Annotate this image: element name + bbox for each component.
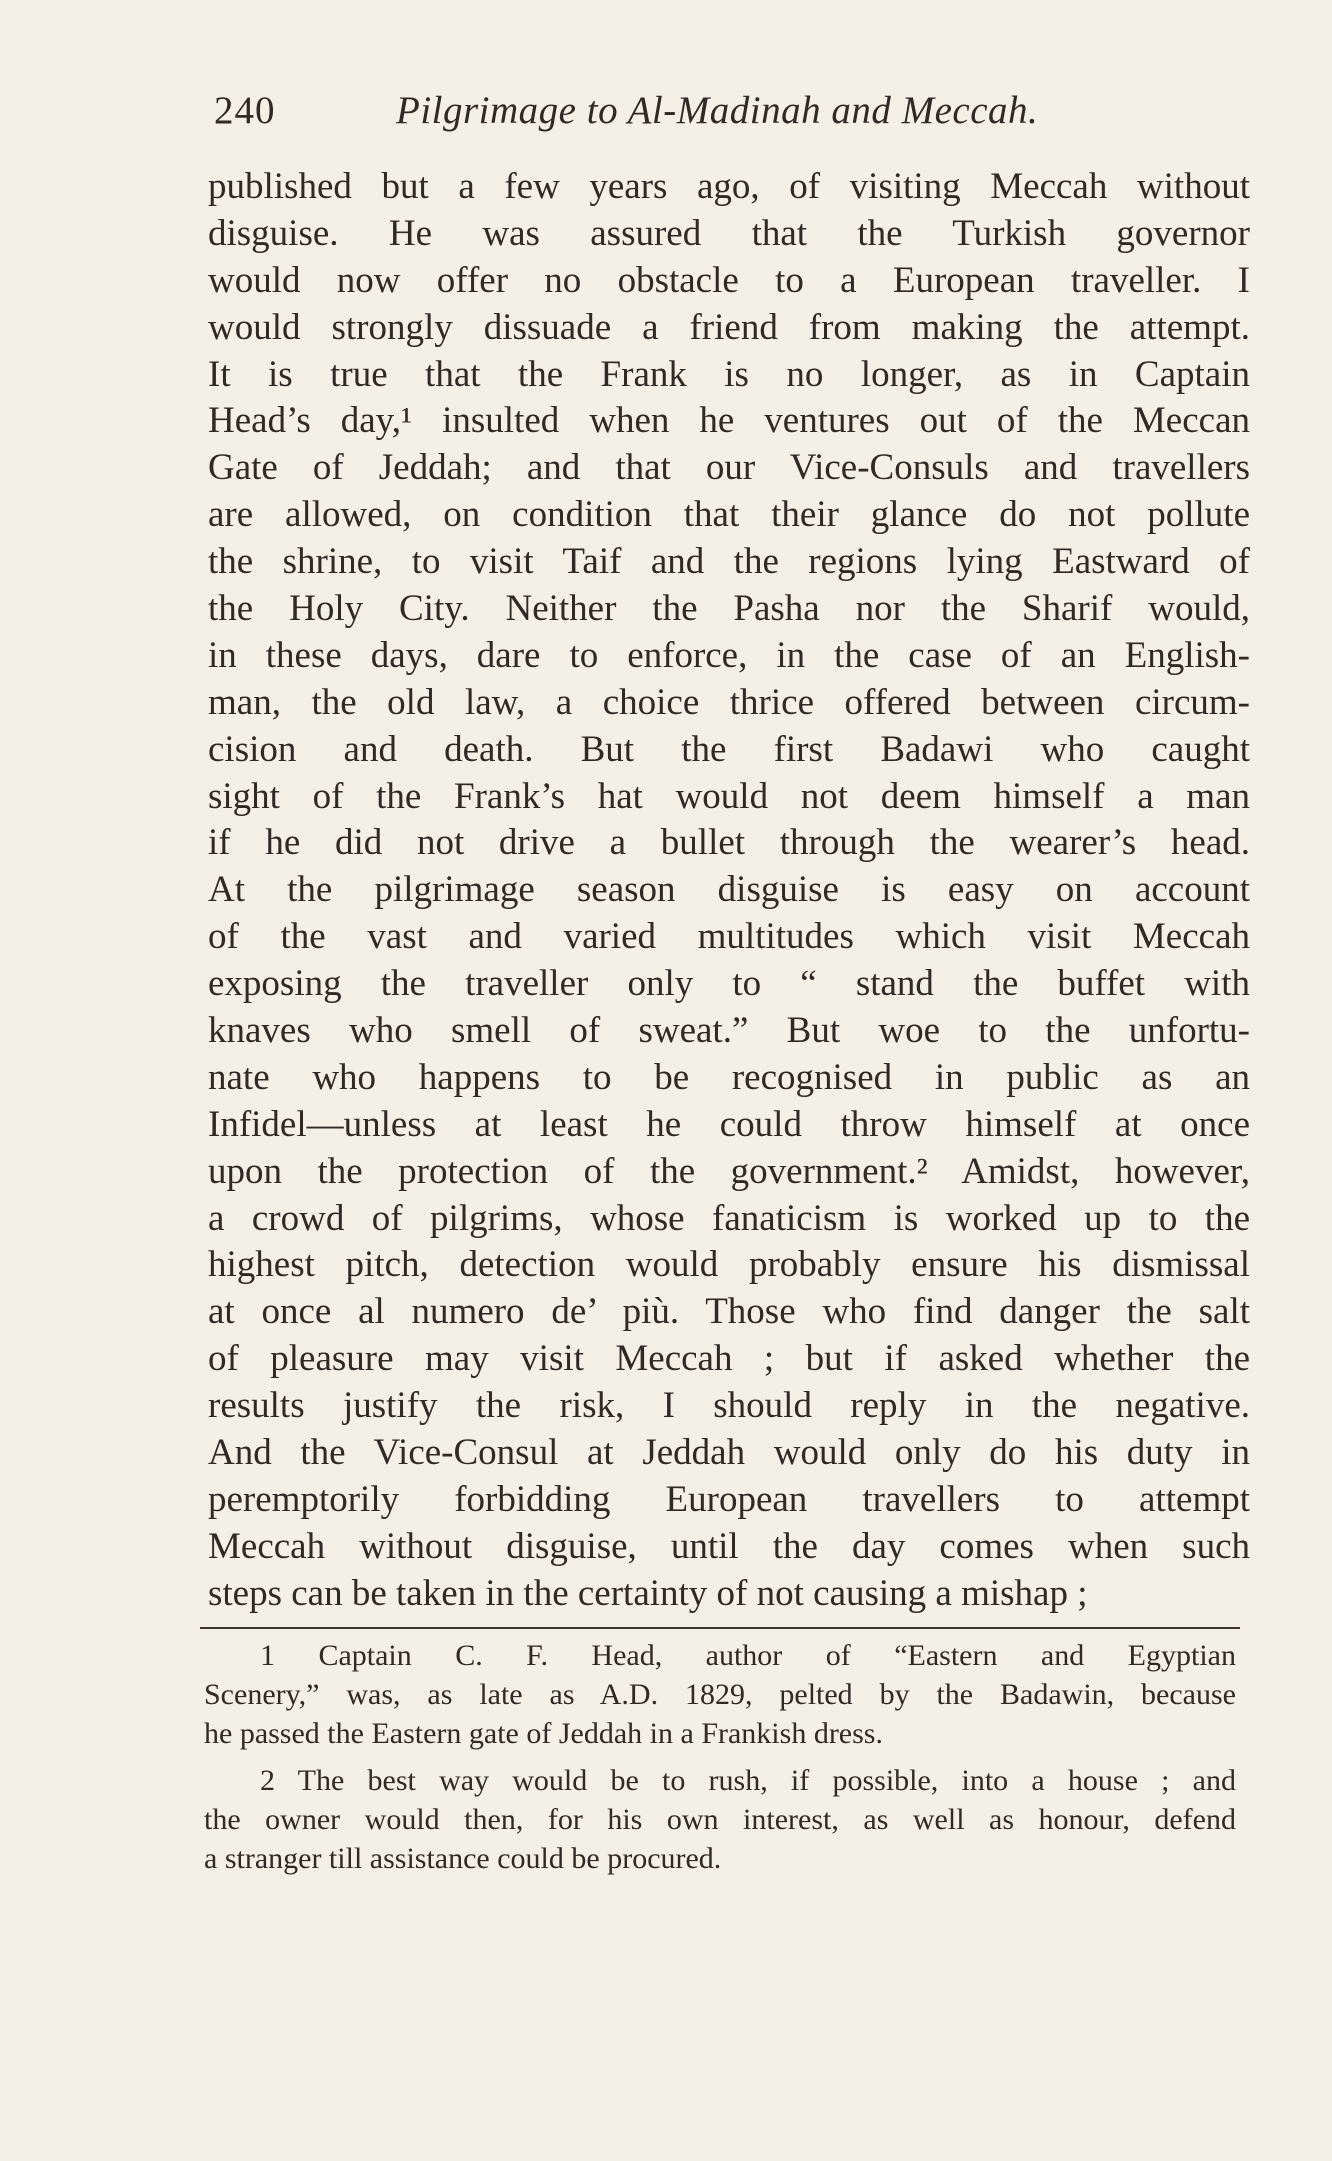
footnote-divider [200, 1627, 1240, 1629]
page-header [210, 88, 1240, 138]
footnote-line: 2 The best way would be to rush, if possible, into a house ; and [260, 1764, 1236, 1797]
footnote-line: he passed the Eastern gate of Jeddah in a Frankish dress. [204, 1717, 883, 1750]
body-line: a crowd of pilgrims, whose fanaticism is worked up to the [208, 1197, 1250, 1239]
body-line: at once al numero de’ più. Those who find danger the salt [208, 1291, 1250, 1333]
body-line: steps can be taken in the certainty of not causing a mishap ; [208, 1572, 1088, 1614]
body-line: Infidel—unless at least he could throw himself at once [208, 1103, 1250, 1145]
body-line: disguise. He was assured that the Turkish governor [208, 212, 1250, 254]
body-line: Meccah without disguise, until the day comes when such [208, 1525, 1250, 1567]
body-line: are allowed, on condition that their glance do not pollute [208, 494, 1250, 536]
body-line: the shrine, to visit Taif and the regions lying Eastward of [208, 541, 1250, 583]
running-title: Pilgrimage to Al-Madinah and Meccah. [396, 89, 1039, 132]
body-line: sight of the Frank’s hat would not deem himself a man [208, 775, 1250, 817]
body-line: published but a few years ago, of visiting Meccah without [208, 166, 1250, 207]
body-line: upon the protection of the government.² Amidst, however, [208, 1150, 1250, 1192]
footnote-line: Scenery,” was, as late as A.D. 1829, pelted by the Badawin, because [204, 1678, 1236, 1711]
body-line: if he did not drive a bullet through the wearer’s head. [208, 822, 1250, 864]
body-text [208, 164, 1250, 1618]
body-line: of pleasure may visit Meccah ; but if asked whether the [208, 1338, 1250, 1380]
body-line: cision and death. But the first Badawi who caught [208, 728, 1250, 770]
body-line: Head’s day,¹ insulted when he ventures out of the Meccan [208, 400, 1250, 442]
page-number: 240 [214, 89, 276, 132]
body-line: the Holy City. Neither the Pasha nor the Sharif would, [208, 588, 1250, 630]
footnote-line: the owner would then, for his own interest, as well as honour, defend [204, 1803, 1236, 1836]
body-line: man, the old law, a choice thrice offered between circum- [208, 681, 1250, 723]
body-line: would now offer no obstacle to a European traveller. I [208, 259, 1250, 301]
body-line: in these days, dare to enforce, in the case of an English- [208, 634, 1250, 676]
body-line: would strongly dissuade a friend from making the attempt. [208, 306, 1250, 348]
body-line: highest pitch, detection would probably ensure his dismissal [208, 1244, 1250, 1286]
body-line: At the pilgrimage season disguise is easy on account [208, 869, 1250, 911]
body-line: nate who happens to be recognised in public as an [208, 1056, 1250, 1098]
body-line: Gate of Jeddah; and that our Vice-Consuls and travellers [208, 447, 1250, 489]
body-line: of the vast and varied multitudes which visit Meccah [208, 916, 1250, 958]
body-line: results justify the risk, I should reply in the negative. [208, 1385, 1250, 1427]
footnote-line: 1 Captain C. F. Head, author of “Eastern and Egyptian [260, 1639, 1236, 1672]
body-line: knaves who smell of sweat.” But woe to the unfortu- [208, 1010, 1250, 1052]
body-line: It is true that the Frank is no longer, as in Captain [208, 353, 1250, 395]
body-line: And the Vice-Consul at Jeddah would only do his duty in [208, 1432, 1250, 1474]
footnote-line: a stranger till assistance could be procured. [204, 1842, 722, 1875]
footnotes [204, 1636, 1236, 1878]
body-line: exposing the traveller only to “ stand the buffet with [208, 963, 1250, 1005]
body-line: peremptorily forbidding European travellers to attempt [208, 1478, 1250, 1520]
